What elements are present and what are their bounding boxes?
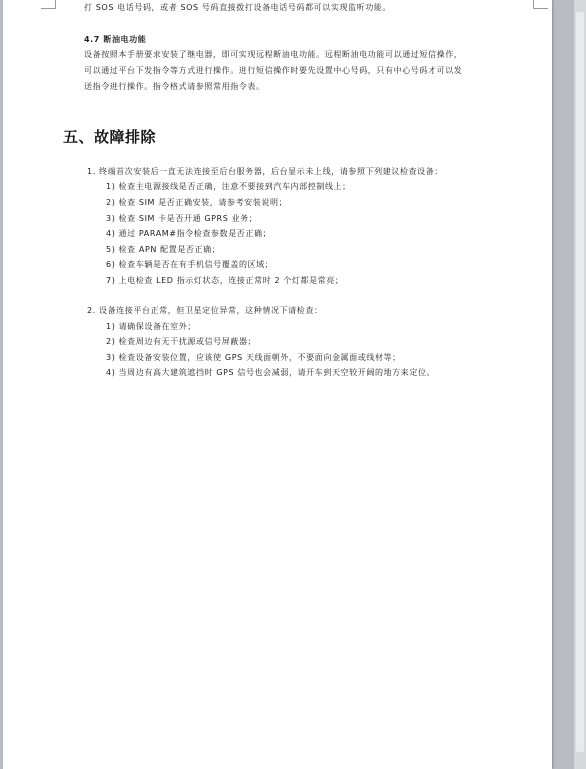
troubleshoot-item-2: 2. 设备连接平台正常，但卫星定位异常，这种情况下请检查： (87, 306, 323, 315)
troubleshoot-item-1: 1. 终端首次安装后一直无法连接至后台服务器，后台显示未上线，请参照下列建议检查设备： (87, 167, 443, 176)
item-2-sub-4: 4) 当周边有高大建筑遮挡时 GPS 信号也会减弱，请开车到天空较开阔的地方来定位。 (106, 368, 436, 377)
section-4-7-para-line-3: 送指令进行操作。指令格式请参照常用指令表。 (84, 82, 265, 91)
section-4-7-para-line-2: 可以通过平台下发指令等方式进行操作。进行短信操作时要先设置中心号码，只有中心号码才可以发 (84, 66, 463, 75)
crop-mark-right (533, 0, 548, 9)
item-1-sub-5: 5) 检查 APN 配置是否正确； (106, 245, 221, 254)
item-1-sub-3: 3) 检查 SIM 卡是否开通 GPRS 业务； (106, 214, 258, 223)
section-4-7-para-line-1: 设备按照本手册要求安装了继电器，即可实现远程断油电功能。远程断油电功能可以通过短信操作， (84, 50, 463, 59)
item-2-sub-1: 1) 请确保设备在室外； (106, 322, 196, 331)
section-4-7-heading: 4.7 断油电功能 (84, 35, 147, 44)
item-1-sub-4: 4) 通过 PARAM#指令检查参数是否正确； (106, 229, 272, 238)
scrollbar-thumb[interactable] (576, 12, 584, 752)
crop-mark-left (41, 0, 56, 9)
item-1-sub-1: 1) 检查主电源接线是否正确，注意不要接到汽车内部控制线上； (106, 182, 351, 191)
document-page (3, 0, 552, 769)
item-1-sub-2: 2) 检查 SIM 是否正确安装，请参考安装说明； (106, 198, 288, 207)
item-2-sub-2: 2) 检查周边有无干扰源或信号屏蔽器； (106, 337, 257, 346)
section-5-title: 五、故障排除 (63, 128, 157, 146)
item-2-sub-3: 3) 检查设备安装位置，应该使 GPS 天线面朝外，不要面向金属面或线材等； (106, 353, 401, 362)
item-1-sub-6: 6) 检查车辆是否在有手机信号覆盖的区域； (106, 260, 274, 269)
item-1-sub-7: 7) 上电检查 LED 指示灯状态，连接正常时 2 个灯都是常亮； (106, 276, 344, 285)
intro-line: 打 SOS 电话号码，或者 SOS 号码直接拨打设备电话号码都可以实现监听功能。 (84, 3, 392, 12)
